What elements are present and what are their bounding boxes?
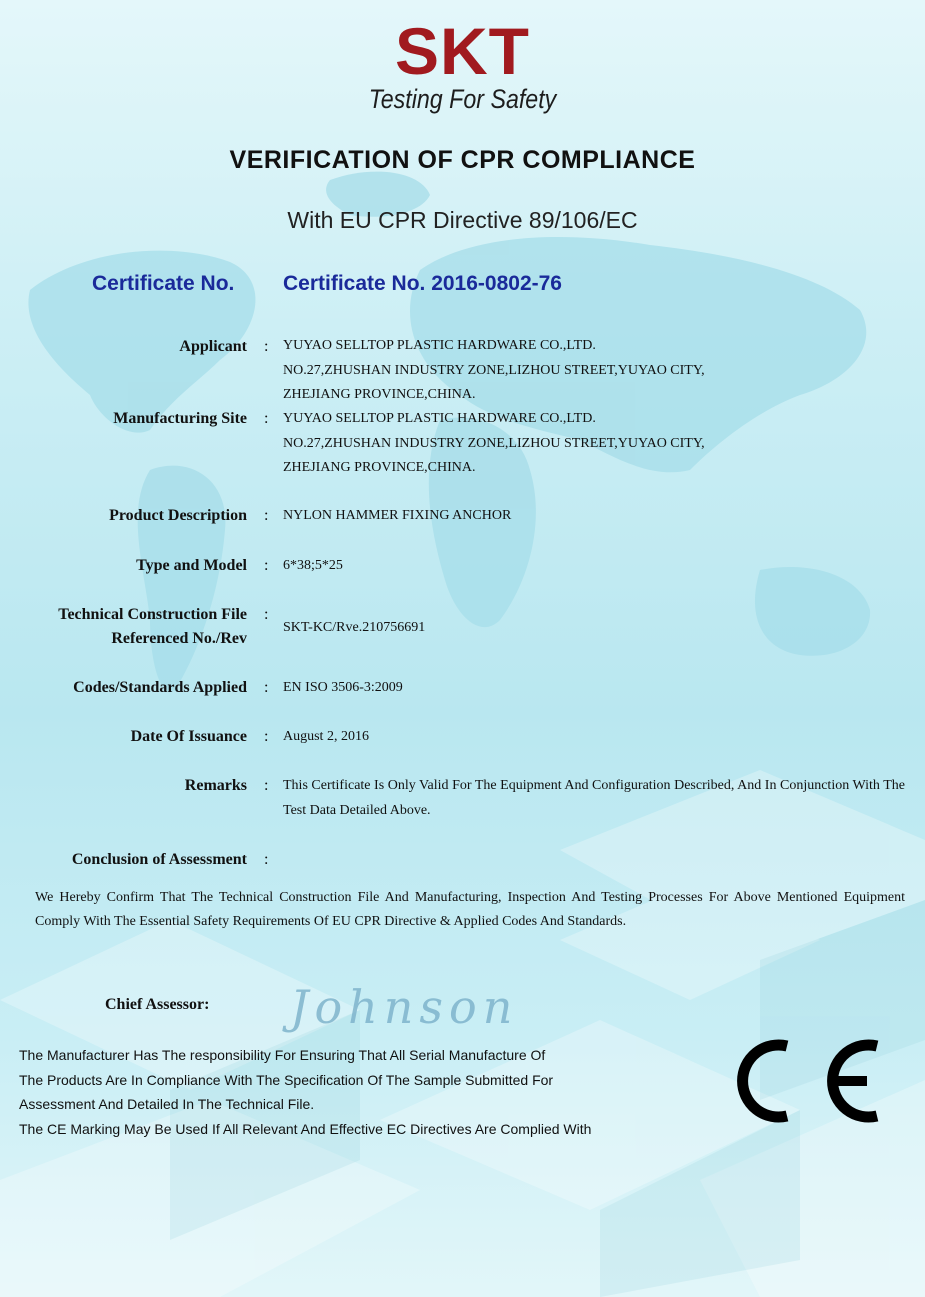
logo-tagline: Testing For Safety [368,84,557,114]
remarks-colon: : [264,777,269,794]
applicant-value [283,334,905,408]
manufacturing-site-line: YUYAO SELLTOP PLASTIC HARDWARE CO.,LTD. [283,411,596,426]
document-subtitle: With EU CPR Directive 89/106/EC [287,207,638,233]
date-colon: : [264,728,269,745]
remarks-value: This Certificate Is Only Valid For The Equipment And Configuration Described, And In Conjunction With The Test Data Detailed Above. [283,778,905,818]
statement-line: The CE Marking May Be Used If All Relevant And Effective EC Directives Are Complied With [19,1120,592,1137]
product-description-value: NYLON HAMMER FIXING ANCHOR [283,508,512,523]
chief-assessor-label: Chief Assessor: [105,996,210,1013]
ce-mark-icon [725,1036,885,1131]
statement-line: Assessment And Detailed In The Technical File. [19,1096,315,1112]
logo-text: SKT [395,14,530,88]
remarks-label: Remarks [184,777,247,794]
assessor-signature: Johnson [290,980,519,1034]
type-model-value: 6*38;5*25 [283,558,343,573]
applicant-line: NO.27,ZHUSHAN INDUSTRY ZONE,LIZHOU STREET,YUYAO CITY, [283,362,705,378]
applicant-label: Applicant [179,338,247,355]
conclusion-text: We Hereby Confirm That The Technical Construction File And Manufacturing, Inspection And Testing Processes For Above Mentioned Equipment Comply With The Essential Safety Requirements Of EU CPR Directive & Applied Codes And Standards. [35,890,905,929]
date-label: Date Of Issuance [130,728,247,745]
type-model-label: Type and Model [136,557,247,574]
manufacturing-site-line: NO.27,ZHUSHAN INDUSTRY ZONE,LIZHOU STREET,YUYAO CITY, [283,435,705,451]
conclusion-colon: : [264,851,269,868]
applicant-line: YUYAO SELLTOP PLASTIC HARDWARE CO.,LTD. [283,338,596,353]
tcf-value: SKT-KC/Rve.210756691 [283,620,426,635]
statement-line: The Manufacturer Has The responsibility For Ensuring That All Serial Manufacture Of [19,1047,546,1063]
codes-value: EN ISO 3506-3:2009 [283,680,403,695]
applicant-line: ZHEJIANG PROVINCE,CHINA. [283,387,476,402]
skt-logo [0,14,925,114]
date-value: August 2, 2016 [283,729,369,744]
applicant-colon: : [264,338,269,355]
manufacturing-site-colon: : [264,410,269,427]
manufacturing-site-line: ZHEJIANG PROVINCE,CHINA. [283,460,476,475]
codes-label: Codes/Standards Applied [73,679,247,696]
codes-colon: : [264,679,269,696]
tcf-label [58,603,247,651]
product-description-colon: : [264,507,269,524]
tcf-label-line: Referenced No./Rev [111,630,247,647]
tcf-colon: : [264,606,269,623]
tcf-label-line: Technical Construction File [58,606,247,623]
statement-line: The Products Are In Compliance With The Specification Of The Sample Submitted For [19,1071,554,1088]
conclusion-label: Conclusion of Assessment [71,851,247,868]
product-description-label: Product Description [109,507,247,524]
certificate-no-value: Certificate No. 2016-0802-76 [283,272,562,295]
document-title: VERIFICATION OF CPR COMPLIANCE [229,146,696,174]
manufacturing-site-value [283,407,905,481]
manufacturing-site-label: Manufacturing Site [113,410,247,427]
type-model-colon: : [264,557,269,574]
manufacturer-statement [19,1043,719,1141]
certificate-no-label: Certificate No. [92,272,235,295]
